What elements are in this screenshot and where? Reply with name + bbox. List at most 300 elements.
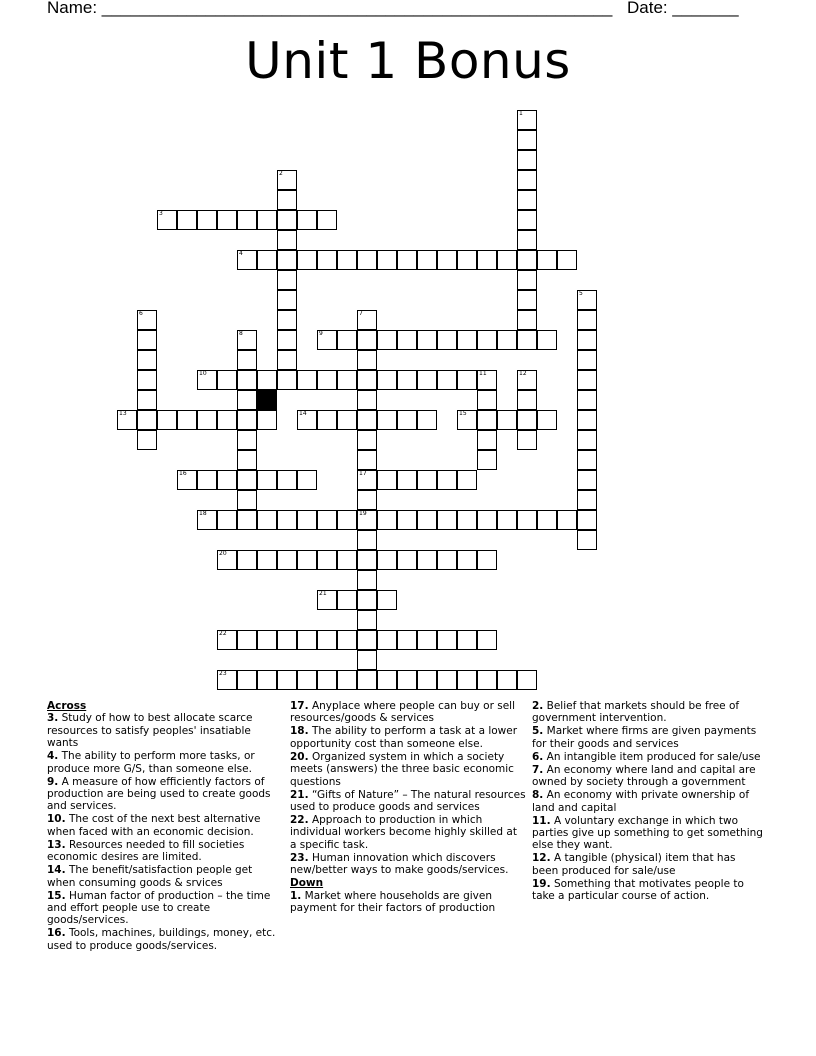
grid-cell[interactable]: [457, 510, 477, 530]
grid-cell[interactable]: [397, 330, 417, 350]
grid-cell[interactable]: [357, 370, 377, 390]
clue-text: Belief that markets should be free of government intervention.: [532, 700, 740, 725]
grid-cell[interactable]: [277, 550, 297, 570]
grid-cell[interactable]: [297, 670, 317, 690]
grid-cell[interactable]: [517, 430, 537, 450]
grid-cell[interactable]: [417, 510, 437, 530]
grid-cell[interactable]: [577, 530, 597, 550]
grid-cell[interactable]: [237, 390, 257, 410]
grid-cell[interactable]: [297, 210, 317, 230]
clue-number: 2: [279, 170, 283, 177]
grid-cell[interactable]: [217, 210, 237, 230]
grid-cell[interactable]: [457, 330, 477, 350]
grid-cell[interactable]: [377, 470, 397, 490]
grid-cell[interactable]: [477, 630, 497, 650]
grid-cell[interactable]: [377, 630, 397, 650]
grid-cell[interactable]: [197, 210, 217, 230]
clue-number: 11: [479, 370, 487, 377]
clue-number: 12: [519, 370, 527, 377]
grid-cell[interactable]: [277, 230, 297, 250]
grid-cell[interactable]: [297, 370, 317, 390]
clue-text: “Gifts of Nature” – The natural resources used to produce goods and services: [290, 788, 526, 814]
grid-cell[interactable]: [457, 670, 477, 690]
clue-text: A measure of how efficiently factors of production are being used to create goods and services.: [47, 775, 271, 813]
clue-number: 17: [359, 470, 367, 477]
grid-cell[interactable]: [437, 250, 457, 270]
grid-cell[interactable]: [377, 330, 397, 350]
grid-cell[interactable]: [417, 470, 437, 490]
clue-text: Study of how to best allocate scarce resources to satisfy peoples' insatiable wants: [47, 712, 253, 750]
grid-cell[interactable]: [377, 370, 397, 390]
clue-number-label: 22.: [290, 814, 309, 827]
clue-item: [532, 725, 764, 750]
clue-item: [290, 852, 526, 877]
grid-cell[interactable]: [277, 670, 297, 690]
grid-cell[interactable]: [417, 550, 437, 570]
grid-cell[interactable]: [137, 390, 157, 410]
grid-cell[interactable]: [517, 310, 537, 330]
grid-cell[interactable]: [397, 470, 417, 490]
grid-cell[interactable]: [197, 510, 217, 530]
clue-number-label: 6.: [532, 750, 544, 763]
grid-cell[interactable]: [377, 250, 397, 270]
grid-cell[interactable]: [357, 530, 377, 550]
grid-cell[interactable]: [317, 330, 337, 350]
grid-cell[interactable]: [277, 470, 297, 490]
grid-cell[interactable]: [277, 210, 297, 230]
grid-cell[interactable]: [457, 630, 477, 650]
grid-cell[interactable]: [337, 510, 357, 530]
grid-cell[interactable]: [237, 630, 257, 650]
grid-cell[interactable]: [357, 610, 377, 630]
grid-cell[interactable]: [497, 670, 517, 690]
grid-cell[interactable]: [357, 330, 377, 350]
grid-cell[interactable]: [497, 250, 517, 270]
grid-cell[interactable]: [417, 370, 437, 390]
grid-cell[interactable]: [437, 370, 457, 390]
grid-cell[interactable]: [357, 450, 377, 470]
grid-cell[interactable]: [397, 370, 417, 390]
grid-cell[interactable]: [497, 510, 517, 530]
clue-text: Market where households are given payment for their factors of production: [290, 889, 496, 915]
grid-cell[interactable]: [577, 450, 597, 470]
clue-number: 5: [579, 290, 583, 297]
clue-text: The ability to perform more tasks, or produce more G/S, than someone else.: [47, 750, 255, 775]
grid-cell[interactable]: [357, 310, 377, 330]
grid-cell[interactable]: [237, 430, 257, 450]
grid-cell[interactable]: [197, 370, 217, 390]
grid-cell[interactable]: [477, 250, 497, 270]
grid-cell[interactable]: [357, 510, 377, 530]
grid-cell[interactable]: [157, 210, 177, 230]
grid-cell[interactable]: [157, 410, 177, 430]
grid-cell[interactable]: [257, 410, 277, 430]
clue-number-label: 20.: [290, 750, 309, 763]
grid-cell[interactable]: [277, 310, 297, 330]
clue-number-label: 23.: [290, 851, 309, 864]
clue-number-label: 21.: [290, 788, 309, 801]
grid-cell[interactable]: [237, 330, 257, 350]
grid-cell[interactable]: [337, 550, 357, 570]
grid-cell[interactable]: [417, 250, 437, 270]
clue-text: The cost of the next best alternative when faced with an economic decision.: [47, 813, 261, 838]
grid-cell[interactable]: [577, 470, 597, 490]
grid-cell[interactable]: [397, 550, 417, 570]
grid-cell[interactable]: [517, 150, 537, 170]
grid-cell[interactable]: [317, 250, 337, 270]
grid-cell[interactable]: [397, 630, 417, 650]
clue-number-label: 5.: [532, 725, 544, 738]
grid-cell[interactable]: [357, 250, 377, 270]
grid-cell[interactable]: [397, 250, 417, 270]
grid-cell[interactable]: [357, 550, 377, 570]
grid-cell[interactable]: [377, 510, 397, 530]
clue-text: Human factor of production – the time and effort people use to create goods/services.: [47, 889, 271, 927]
grid-cell[interactable]: [297, 410, 317, 430]
grid-cell[interactable]: [257, 510, 277, 530]
grid-cell[interactable]: [237, 490, 257, 510]
grid-cell[interactable]: [477, 390, 497, 410]
clue-number-label: 12.: [532, 852, 551, 865]
grid-cell[interactable]: [297, 550, 317, 570]
grid-cell[interactable]: [317, 510, 337, 530]
grid-cell[interactable]: [397, 410, 417, 430]
clue-number: 6: [139, 310, 143, 317]
grid-cell[interactable]: [517, 210, 537, 230]
grid-cell[interactable]: [417, 330, 437, 350]
clue-number-label: 17.: [290, 700, 309, 712]
grid-cell[interactable]: [277, 190, 297, 210]
grid-cell[interactable]: [377, 550, 397, 570]
grid-cell[interactable]: [357, 490, 377, 510]
grid-cell[interactable]: [337, 410, 357, 430]
clue-text: Tools, machines, buildings, money, etc. used to produce goods/services.: [47, 927, 276, 952]
clue-number: 13: [119, 410, 127, 417]
grid-cell[interactable]: [517, 250, 537, 270]
grid-cell[interactable]: [517, 270, 537, 290]
grid-cell[interactable]: [577, 330, 597, 350]
grid-cell[interactable]: [357, 410, 377, 430]
grid-cell[interactable]: [577, 350, 597, 370]
clue-number: 4: [239, 250, 243, 257]
grid-cell[interactable]: [217, 510, 237, 530]
grid-cell[interactable]: [357, 350, 377, 370]
grid-cell[interactable]: [437, 470, 457, 490]
clue-number: 21: [319, 590, 327, 597]
grid-cell[interactable]: [297, 250, 317, 270]
grid-cell[interactable]: [137, 410, 157, 430]
grid-cell[interactable]: [457, 410, 477, 430]
grid-cell[interactable]: [517, 370, 537, 390]
grid-cell[interactable]: [257, 550, 277, 570]
clue-number: 20: [219, 550, 227, 557]
grid-cell[interactable]: [177, 470, 197, 490]
grid-cell[interactable]: [197, 470, 217, 490]
grid-cell[interactable]: [497, 410, 517, 430]
grid-cell[interactable]: [477, 670, 497, 690]
clue-item: [532, 789, 764, 814]
grid-cell[interactable]: [377, 410, 397, 430]
grid-cell[interactable]: [577, 490, 597, 510]
grid-cell[interactable]: [317, 370, 337, 390]
grid-cell[interactable]: [357, 650, 377, 670]
grid-cell[interactable]: [437, 670, 457, 690]
grid-cell[interactable]: [337, 630, 357, 650]
grid-cell[interactable]: [517, 390, 537, 410]
grid-cell[interactable]: [317, 410, 337, 430]
grid-cell[interactable]: [457, 550, 477, 570]
clue-text: An economy where land and capital are owned by society through a government: [532, 763, 756, 789]
grid-cell[interactable]: [237, 370, 257, 390]
grid-cell[interactable]: [557, 510, 577, 530]
grid-cell[interactable]: [257, 630, 277, 650]
grid-cell[interactable]: [137, 330, 157, 350]
grid-cell[interactable]: [357, 390, 377, 410]
date-line[interactable]: Date: _______: [627, 0, 739, 17]
clue-item: [290, 751, 526, 788]
grid-cell[interactable]: [357, 470, 377, 490]
grid-cell[interactable]: [237, 410, 257, 430]
grid-cell[interactable]: [397, 510, 417, 530]
grid-cell[interactable]: [457, 370, 477, 390]
grid-cell[interactable]: [457, 470, 477, 490]
grid-cell[interactable]: [277, 370, 297, 390]
grid-cell[interactable]: [577, 410, 597, 430]
clue-text: The ability to perform a task at a lower opportunity cost than someone else.: [290, 725, 518, 750]
grid-cell[interactable]: [517, 230, 537, 250]
clue-item: [532, 764, 764, 789]
grid-cell[interactable]: [357, 590, 377, 610]
grid-cell[interactable]: [477, 550, 497, 570]
grid-cell[interactable]: [437, 630, 457, 650]
grid-cell[interactable]: [197, 410, 217, 430]
grid-cell[interactable]: [277, 270, 297, 290]
grid-cell[interactable]: [557, 250, 577, 270]
grid-cell[interactable]: [417, 410, 437, 430]
grid-cell[interactable]: [537, 250, 557, 270]
grid-cell[interactable]: [517, 190, 537, 210]
grid-cell[interactable]: [497, 330, 517, 350]
grid-cell[interactable]: [377, 670, 397, 690]
clue-number-label: 18.: [290, 725, 309, 738]
grid-cell[interactable]: [477, 430, 497, 450]
clue-number-label: 14.: [47, 864, 66, 877]
grid-cell[interactable]: [357, 670, 377, 690]
clue-text: An intangible item produced for sale/use: [543, 750, 761, 763]
clue-item: [47, 864, 279, 889]
grid-cell[interactable]: [517, 510, 537, 530]
clue-item: [290, 700, 526, 725]
clue-number-label: 19.: [532, 877, 551, 890]
clue-number: 9: [319, 330, 323, 337]
clue-item: [47, 776, 279, 813]
grid-cell[interactable]: [277, 290, 297, 310]
grid-cell[interactable]: [317, 210, 337, 230]
clue-item: [290, 890, 526, 915]
clue-item: [290, 814, 526, 851]
grid-block: [257, 390, 277, 410]
grid-cell[interactable]: [517, 290, 537, 310]
grid-cell[interactable]: [237, 250, 257, 270]
clue-text: Something that motivates people to take a particular course of action.: [532, 877, 744, 903]
clue-item: [532, 878, 764, 903]
clue-number: 16: [179, 470, 187, 477]
grid-cell[interactable]: [277, 630, 297, 650]
clues-column-2: [290, 700, 526, 915]
grid-cell[interactable]: [417, 630, 437, 650]
clue-number-label: 11.: [532, 814, 551, 827]
clue-text: Human innovation which discovers new/better ways to make goods/services.: [290, 851, 509, 877]
grid-cell[interactable]: [297, 470, 317, 490]
clue-number-label: 9.: [47, 775, 59, 788]
clue-item: [47, 890, 279, 927]
grid-cell[interactable]: [277, 170, 297, 190]
grid-cell[interactable]: [577, 290, 597, 310]
clue-number-label: 8.: [532, 789, 544, 802]
grid-cell[interactable]: [337, 670, 357, 690]
grid-cell[interactable]: [217, 370, 237, 390]
grid-cell[interactable]: [237, 510, 257, 530]
grid-cell[interactable]: [277, 250, 297, 270]
page-title: Unit 1 Bonus: [245, 32, 571, 90]
grid-cell[interactable]: [297, 630, 317, 650]
clue-number: 23: [219, 670, 227, 677]
grid-cell[interactable]: [317, 550, 337, 570]
grid-cell[interactable]: [217, 670, 237, 690]
grid-cell[interactable]: [457, 250, 477, 270]
grid-cell[interactable]: [477, 330, 497, 350]
grid-cell[interactable]: [317, 630, 337, 650]
clue-text: Anyplace where people can buy or sell resources/goods & services: [290, 700, 516, 725]
grid-cell[interactable]: [437, 510, 457, 530]
grid-cell[interactable]: [517, 410, 537, 430]
clue-number: 14: [299, 410, 307, 417]
clue-text: A tangible (physical) item that has been produced for sale/use: [532, 852, 736, 877]
grid-cell[interactable]: [537, 510, 557, 530]
grid-cell[interactable]: [517, 330, 537, 350]
grid-cell[interactable]: [337, 370, 357, 390]
grid-cell[interactable]: [137, 430, 157, 450]
clue-number-label: 2.: [532, 700, 544, 712]
grid-cell[interactable]: [577, 430, 597, 450]
grid-cell[interactable]: [577, 310, 597, 330]
clue-number: 8: [239, 330, 243, 337]
grid-cell[interactable]: [357, 430, 377, 450]
clue-item: [532, 700, 764, 725]
grid-cell[interactable]: [577, 370, 597, 390]
grid-cell[interactable]: [257, 250, 277, 270]
clue-text: A voluntary exchange in which two parties give up something to get something else they want.: [532, 814, 763, 852]
down-heading: Down: [290, 877, 324, 890]
clue-item: [532, 852, 764, 877]
grid-cell[interactable]: [317, 670, 337, 690]
name-line[interactable]: Name: ______________________________________________________: [47, 0, 613, 17]
grid-cell[interactable]: [437, 330, 457, 350]
clue-number-label: 3.: [47, 712, 59, 725]
clue-number: 7: [359, 310, 363, 317]
grid-cell[interactable]: [477, 410, 497, 430]
clues-column-3: [532, 700, 764, 903]
grid-cell[interactable]: [237, 210, 257, 230]
grid-cell[interactable]: [337, 250, 357, 270]
clue-number: 1: [519, 110, 523, 117]
grid-cell[interactable]: [537, 410, 557, 430]
clue-number: 3: [159, 210, 163, 217]
grid-cell[interactable]: [477, 510, 497, 530]
grid-cell[interactable]: [377, 590, 397, 610]
grid-cell[interactable]: [237, 550, 257, 570]
grid-cell[interactable]: [517, 170, 537, 190]
grid-cell[interactable]: [337, 330, 357, 350]
grid-cell[interactable]: [517, 110, 537, 130]
clue-number: 18: [199, 510, 207, 517]
grid-cell[interactable]: [137, 350, 157, 370]
grid-cell[interactable]: [437, 550, 457, 570]
clue-item: [532, 751, 764, 763]
clue-number-label: 4.: [47, 750, 59, 763]
grid-cell[interactable]: [257, 470, 277, 490]
grid-cell[interactable]: [257, 210, 277, 230]
grid-cell[interactable]: [537, 330, 557, 350]
grid-cell[interactable]: [217, 550, 237, 570]
across-heading: Across: [47, 700, 87, 712]
clue-text: Market where firms are given payments for their goods and services: [532, 725, 757, 750]
grid-cell[interactable]: [317, 590, 337, 610]
clue-text: Approach to production in which individual workers become highly skilled at a specific task.: [290, 814, 517, 851]
grid-cell[interactable]: [517, 670, 537, 690]
grid-cell[interactable]: [357, 570, 377, 590]
grid-cell[interactable]: [337, 590, 357, 610]
grid-cell[interactable]: [257, 670, 277, 690]
grid-cell[interactable]: [577, 390, 597, 410]
clue-number-label: 15.: [47, 889, 66, 902]
grid-cell[interactable]: [117, 410, 137, 430]
clue-number: 22: [219, 630, 227, 637]
clue-number-label: 1.: [290, 889, 302, 902]
grid-cell[interactable]: [477, 450, 497, 470]
grid-cell[interactable]: [237, 670, 257, 690]
grid-cell[interactable]: [577, 510, 597, 530]
grid-cell[interactable]: [277, 350, 297, 370]
clue-item: [47, 750, 279, 775]
grid-cell[interactable]: [137, 310, 157, 330]
grid-cell[interactable]: [137, 370, 157, 390]
grid-cell[interactable]: [237, 350, 257, 370]
grid-cell[interactable]: [417, 670, 437, 690]
grid-cell[interactable]: [477, 370, 497, 390]
grid-cell[interactable]: [177, 210, 197, 230]
clue-item: [47, 927, 279, 952]
grid-cell[interactable]: [217, 630, 237, 650]
grid-cell[interactable]: [297, 510, 317, 530]
clue-item: [47, 839, 279, 864]
grid-cell[interactable]: [177, 410, 197, 430]
grid-cell[interactable]: [357, 630, 377, 650]
clue-item: [47, 813, 279, 838]
grid-cell[interactable]: [517, 130, 537, 150]
grid-cell[interactable]: [237, 450, 257, 470]
grid-cell[interactable]: [397, 670, 417, 690]
grid-cell[interactable]: [217, 470, 237, 490]
clue-text: The benefit/satisfaction people get when consuming goods & srvices: [47, 864, 253, 889]
clue-item: [532, 815, 764, 852]
grid-cell[interactable]: [277, 510, 297, 530]
grid-cell[interactable]: [217, 410, 237, 430]
grid-cell[interactable]: [257, 370, 277, 390]
grid-cell[interactable]: [277, 330, 297, 350]
clue-item: [290, 789, 526, 814]
grid-cell[interactable]: [237, 470, 257, 490]
